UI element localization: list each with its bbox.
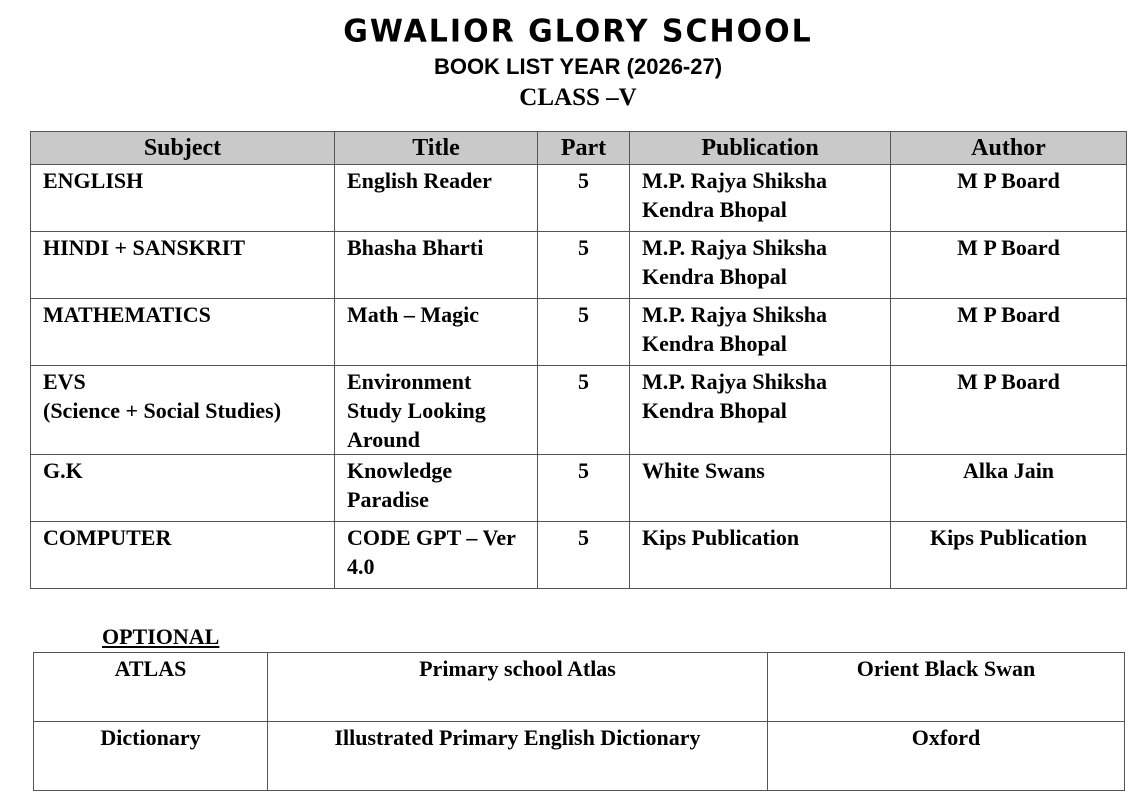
table-header-row [31,132,1127,165]
optional-publisher-cell: Orient Black Swan [768,653,1125,722]
part-cell: 5 [538,232,630,299]
part-cell: 5 [538,299,630,366]
subject-cell: G.K [31,455,335,522]
title-cell: Bhasha Bharti [335,232,538,299]
optional-books-table [33,652,1125,791]
optional-item-cell: Dictionary [34,722,268,791]
column-header-author: Author [891,132,1127,165]
subject-cell: HINDI + SANSKRIT [31,232,335,299]
title-cell: CODE GPT – Ver 4.0 [335,522,538,589]
table-row [31,165,1127,232]
author-cell: Alka Jain [891,455,1127,522]
table-row [31,366,1127,455]
author-cell: M P Board [891,366,1127,455]
part-cell: 5 [538,522,630,589]
part-cell: 5 [538,366,630,455]
column-header-subject: Subject [31,132,335,165]
publication-cell: M.P. Rajya Shiksha Kendra Bhopal [630,232,891,299]
class-heading: CLASS –V [519,84,637,111]
subject-name: EVS [43,369,86,394]
subject-cell [31,366,335,455]
publication-cell: M.P. Rajya Shiksha Kendra Bhopal [630,299,891,366]
table-row [31,232,1127,299]
part-cell: 5 [538,455,630,522]
publication-cell: M.P. Rajya Shiksha Kendra Bhopal [630,366,891,455]
subject-cell: ENGLISH [31,165,335,232]
title-cell: Environment Study Looking Around [335,366,538,455]
title-cell: Math – Magic [335,299,538,366]
publication-cell: Kips Publication [630,522,891,589]
author-cell: M P Board [891,165,1127,232]
part-cell: 5 [538,165,630,232]
school-name: GWALIOR GLORY SCHOOL [343,13,813,50]
optional-label: OPTIONAL [102,624,220,649]
table-row [31,299,1127,366]
table-row [31,522,1127,589]
author-cell: M P Board [891,299,1127,366]
optional-title-cell: Primary school Atlas [268,653,768,722]
column-header-title: Title [335,132,538,165]
publication-cell: White Swans [630,455,891,522]
optional-publisher-cell: Oxford [768,722,1125,791]
table-row [34,722,1125,791]
title-cell: Knowledge Paradise [335,455,538,522]
book-list-heading: BOOK LIST YEAR (2026-27) [433,54,723,79]
book-list-table [30,131,1127,589]
author-cell: M P Board [891,232,1127,299]
optional-item-cell: ATLAS [34,653,268,722]
table-row [31,455,1127,522]
publication-cell: M.P. Rajya Shiksha Kendra Bhopal [630,165,891,232]
table-row [34,653,1125,722]
column-header-publication: Publication [630,132,891,165]
subject-subtitle: (Science + Social Studies) [43,398,282,423]
subject-cell: COMPUTER [31,522,335,589]
column-header-part: Part [538,132,630,165]
optional-title-cell: Illustrated Primary English Dictionary [268,722,768,791]
title-cell: English Reader [335,165,538,232]
author-cell: Kips Publication [891,522,1127,589]
subject-cell: MATHEMATICS [31,299,335,366]
